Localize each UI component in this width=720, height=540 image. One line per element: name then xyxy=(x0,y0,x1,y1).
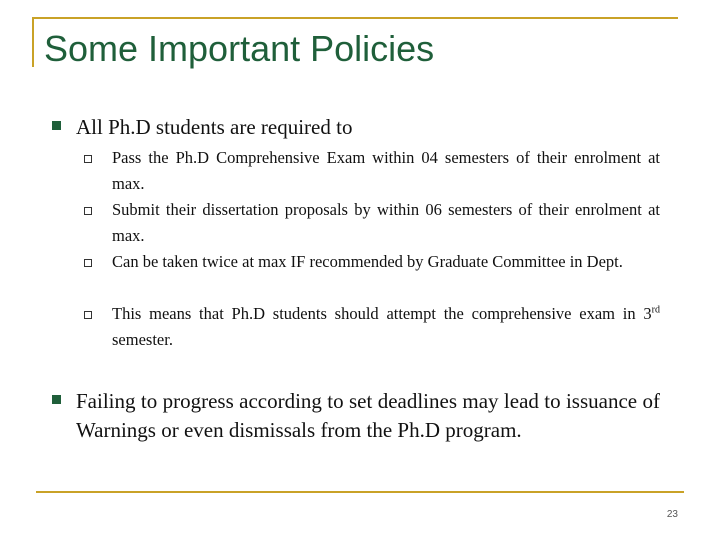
sub-bullet-item: Pass the Ph.D Comprehensive Exam within 04 semesters of their enrolment at max. xyxy=(112,148,660,193)
sub-bullet-text: This means that Ph.D students should attempt the comprehensive exam in 3 xyxy=(112,304,652,323)
sub-bullet-text: semester. xyxy=(112,330,173,349)
square-bullet-icon xyxy=(52,395,61,404)
hollow-square-bullet-icon xyxy=(84,259,92,267)
top-border-line xyxy=(32,17,678,19)
sub-bullet-item: Submit their dissertation proposals by within 06 semesters of their enrolment at max. xyxy=(112,200,660,245)
sub-bullet-item xyxy=(112,301,660,353)
bullet-item: All Ph.D students are required to xyxy=(76,115,353,139)
page-number: 23 xyxy=(666,509,678,520)
hollow-square-bullet-icon xyxy=(84,155,92,163)
hollow-square-bullet-icon xyxy=(84,207,92,215)
square-bullet-icon xyxy=(52,121,61,130)
superscript: rd xyxy=(651,304,660,316)
sub-bullet-item: Can be taken twice at max IF recommended by Graduate Committee in Dept. xyxy=(112,252,623,271)
bottom-border-line xyxy=(36,491,684,493)
left-border-line xyxy=(32,17,34,67)
bullet-item: Failing to progress according to set deadlines may lead to issuance of Warnings or even dismissals from the Ph.D program. xyxy=(76,389,660,442)
slide-title: Some Important Policies xyxy=(44,28,435,69)
hollow-square-bullet-icon xyxy=(84,311,92,319)
